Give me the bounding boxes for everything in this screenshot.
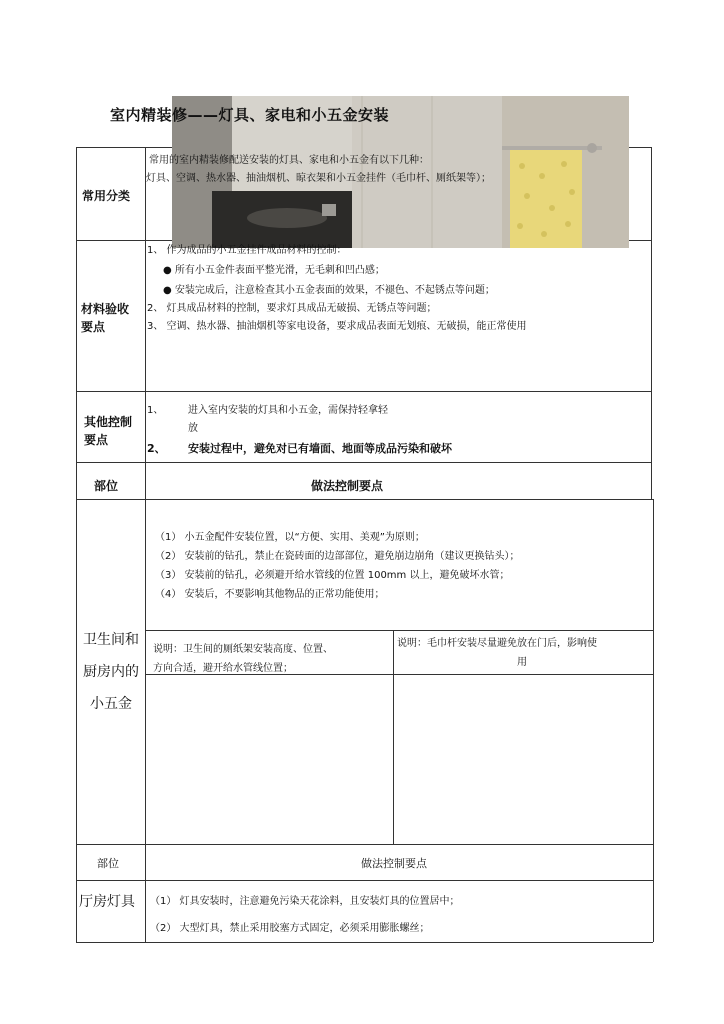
header-part: 部位: [94, 479, 119, 493]
material-item: 1、 作为成品的小五金挂件成品材料的控制：: [147, 245, 347, 256]
header2-method: 做法控制要点: [361, 857, 427, 870]
other-item1-cont: 放: [188, 423, 198, 434]
material-label-line1: 材料验收: [81, 302, 130, 316]
bathroom-note-right-1: 说明：毛巾杆安装尽量避免放在门后，影响使: [397, 638, 597, 649]
page-title: 室内精装修——灯具、家电和小五金安装: [110, 106, 390, 124]
table-rule: [393, 630, 394, 844]
table-rule: [145, 630, 653, 631]
material-item: ● 所有小五金件表面平整光滑，无毛刺和凹凸感；: [163, 265, 385, 276]
category-label: 常用分类: [82, 189, 131, 203]
table-rule: [76, 147, 77, 942]
other-label-line2: 要点: [84, 433, 109, 447]
material-item: 2、 灯具成品材料的控制，要求灯具成品无破损、无锈点等问题；: [147, 303, 437, 314]
bathroom-label-line3: 小五金: [90, 696, 132, 712]
category-line1: 常用的室内精装修配送安装的灯具、家电和小五金有以下几种：: [149, 155, 429, 166]
table-rule: [76, 880, 653, 881]
bathroom-point: （1） 小五金配件安装位置，以“方便、实用、美观”为原则；: [155, 532, 425, 543]
bathroom-point: （4） 安装后，不要影响其他物品的正常功能使用；: [155, 589, 385, 600]
table-rule: [76, 844, 653, 845]
lighting-point: （1） 灯具安装时，注意避免污染天花涂料，且安装灯具的位置居中；: [150, 896, 460, 907]
header2-part: 部位: [97, 857, 119, 870]
bathroom-note-left-1: 说明：卫生间的厕纸架安装高度、位置、: [153, 644, 333, 655]
other-item2-num: 2、: [147, 442, 166, 455]
bathroom-label: [78, 624, 144, 720]
material-label: [81, 300, 129, 336]
material-item: 3、 空调、热水器、抽油烟机等家电设备，要求成品表面无划痕、无破损，能正常使用: [147, 321, 527, 332]
bathroom-label-line2: 厨房内的: [83, 664, 139, 680]
material-label-line2: 要点: [81, 320, 106, 334]
other-label: [84, 413, 132, 449]
other-label-line1: 其他控制: [84, 415, 133, 429]
table-rule: [651, 147, 652, 499]
table-rule: [145, 147, 146, 942]
other-item2-text: 安装过程中，避免对已有墙面、地面等成品污染和破坏: [188, 442, 452, 455]
table-rule: [653, 499, 654, 942]
lighting-point: （2） 大型灯具，禁止采用胶塞方式固定，必须采用膨胀螺丝；: [150, 923, 430, 934]
material-item: ● 安装完成后，注意检查其小五金表面的效果，不褪色、不起锈点等问题；: [163, 285, 495, 296]
lighting-label: 厅房灯具: [79, 894, 135, 910]
other-item1-text: 进入室内安装的灯具和小五金，需保持轻拿轻: [188, 405, 388, 416]
bathroom-note-left-2: 方向合适，避开给水管线位置；: [153, 663, 293, 674]
bathroom-note-right-2: 用: [517, 657, 527, 668]
table-rule: [76, 462, 651, 463]
other-item1-num: 1、: [147, 405, 164, 416]
table-rule: [76, 942, 653, 943]
bathroom-point: （2） 安装前的钻孔，禁止在瓷砖面的边部部位，避免崩边崩角（建议更换钻头）；: [155, 551, 520, 562]
table-rule: [76, 391, 651, 392]
table-rule: [76, 499, 653, 500]
bathroom-point: （3） 安装前的钻孔，必须避开给水管线的位置 100mm 以上，避免破坏水管；: [155, 570, 510, 581]
category-line2: 灯具、空调、热水器、抽油烟机、晾衣架和小五金挂件（毛巾杆、厕纸架等）；: [146, 173, 491, 184]
bathroom-label-line1: 卫生间和: [83, 632, 139, 648]
header-method: 做法控制要点: [311, 479, 384, 493]
